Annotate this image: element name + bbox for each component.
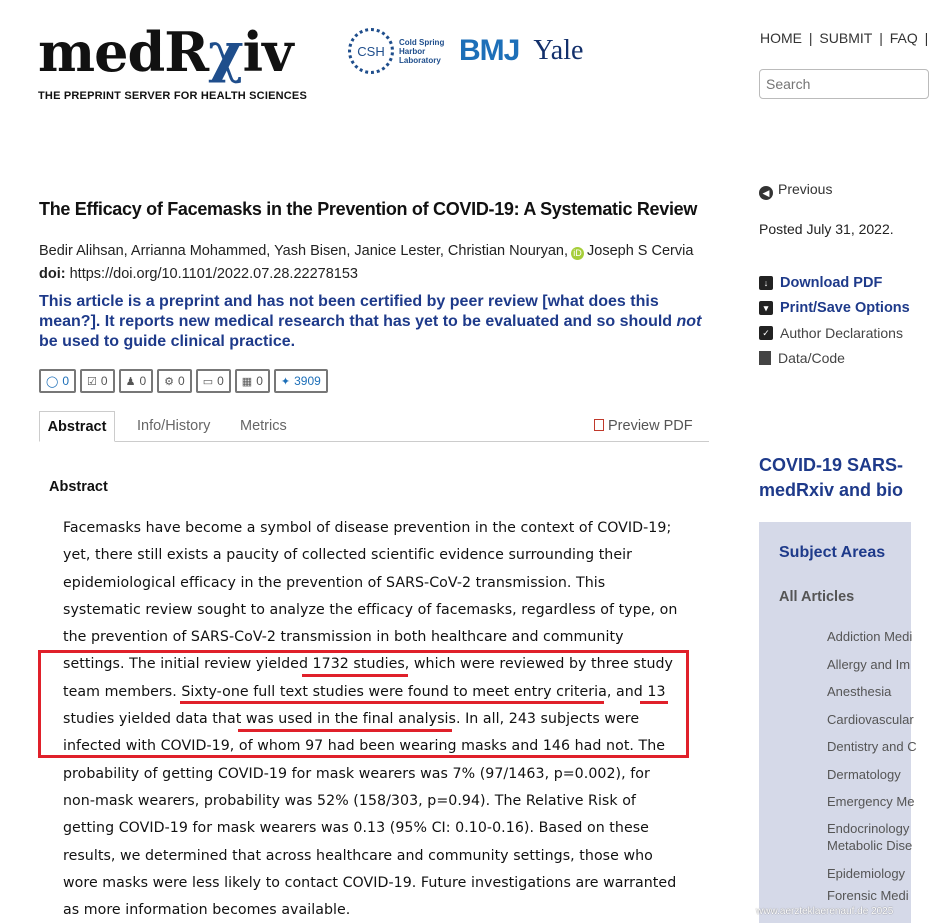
tab-metrics[interactable]: Metrics: [240, 418, 287, 434]
article-tabs: [39, 411, 709, 442]
subject-item[interactable]: Cardiovascular: [827, 712, 914, 727]
authors-text[interactable]: Bedir Alihsan, Arrianna Mohammed, Yash Bisen, Janice Lester, Christian Nouryan,: [39, 243, 568, 259]
twitter-badge[interactable]: ✦ 3909: [274, 369, 328, 393]
reviews-badge[interactable]: ☑ 0: [80, 369, 115, 393]
subject-item[interactable]: Addiction Medi: [827, 629, 913, 644]
doi-label: doi:: [39, 266, 66, 282]
twitter-icon: ✦: [280, 375, 291, 388]
csh-seal: CSH: [348, 28, 394, 74]
logo-tagline: THE PREPRINT SERVER FOR HEALTH SCIENCES: [38, 90, 307, 102]
check-icon: ☑: [87, 375, 97, 388]
document-icon: [759, 351, 771, 365]
nav-separator: |: [924, 30, 929, 46]
tab-info-history[interactable]: Info/History: [137, 418, 211, 434]
subject-areas-title: Subject Areas: [779, 544, 886, 561]
watermark: www.aerzteklaerenauf.de 2025: [756, 906, 894, 917]
subject-item[interactable]: Forensic Medi: [827, 888, 909, 903]
medrxiv-logo[interactable]: [38, 22, 307, 102]
arrow-left-icon: ◀: [759, 186, 773, 200]
highlight-box: [38, 650, 689, 758]
subject-item[interactable]: Metabolic Dise: [827, 838, 913, 853]
csh-logo[interactable]: [348, 28, 447, 74]
automated-badge[interactable]: ⚙ 0: [157, 369, 192, 393]
author-declarations-link[interactable]: ✓ Author Declarations: [759, 320, 910, 345]
doi-link[interactable]: https://doi.org/10.1101/2022.07.28.22278153: [69, 266, 358, 282]
pdf-icon: [594, 419, 604, 431]
subject-item[interactable]: Emergency Me: [827, 794, 915, 809]
download-icon: ↓: [759, 276, 773, 290]
abstract-heading: Abstract: [49, 479, 108, 495]
comment-icon: ◯: [46, 375, 59, 388]
abstract-text: Facemasks have become a symbol of disease prevention in the context of COVID-19; yet, there still exists a paucity of collected scientific evidence surrounding their epidemiological efficacy in the prevention of SARS-CoV-2 transmission. This systematic review sought to analyze the efficacy of facemasks, regardless of type, on the prevention of SARS-CoV-2 transmission in both healthcare and community settings. The initial review yielded 1732 studies, which were reviewed by three study team members. Sixty-one full text studies were found to meet entry criteria, and 13 studies yielded data that was used in the final analysis. In all, 243 subjects were infected with COVID-19, of whom 97 had been wearing masks and 146 had not. The probability of getting COVID-19 for mask wearers was 7% (97/1463, p=0.002), for non-mask wearers, probability was 52% (158/303, p=0.94). The Relative Risk of getting COVID-19 for mask wearers was 0.13 (95% CI: 0.10-0.16). Based on these results, we determined that across healthcare and community settings, those who wore masks were less likely to contact COVID-19. Future investigations are warranted as more information becomes available.: [63, 520, 678, 919]
nav-faq[interactable]: FAQ: [889, 30, 918, 46]
monitor-icon: ▭: [202, 375, 214, 388]
subject-item[interactable]: Dentistry and C: [827, 739, 917, 754]
download-pdf-link[interactable]: ↓ Download PDF: [759, 270, 910, 295]
subject-areas-panel: [759, 522, 917, 923]
caret-down-icon: ▾: [759, 301, 773, 315]
subject-item[interactable]: Anesthesia: [827, 684, 892, 699]
subject-item[interactable]: Epidemiology: [827, 866, 906, 881]
data-code-link[interactable]: Data/Code: [759, 345, 910, 370]
article-title: The Efficacy of Facemasks in the Prevention of COVID-19: A Systematic Review: [39, 199, 698, 219]
posted-date: Posted July 31, 2022.: [759, 221, 894, 237]
subject-item[interactable]: Allergy and Im: [827, 657, 911, 672]
logo-wordmark: medRχiv: [38, 20, 293, 84]
check-square-icon: ✓: [759, 326, 773, 340]
nav-separator: |: [808, 30, 813, 46]
all-articles-link[interactable]: All Articles: [779, 589, 855, 605]
highlight-underline: [238, 729, 452, 732]
media-badge[interactable]: ▦ 0: [235, 369, 270, 393]
highlight-underline: [302, 674, 408, 677]
covid-heading[interactable]: COVID-19 SARS- medRxiv and bio: [759, 455, 904, 500]
partner-logos: [348, 28, 583, 74]
doi-line: [39, 266, 358, 282]
gears-icon: ⚙: [164, 375, 174, 388]
highlight-underline: [180, 701, 604, 704]
nav-home[interactable]: HOME: [760, 30, 802, 46]
orcid-icon[interactable]: iD: [571, 247, 584, 260]
highlight-underline: [640, 701, 668, 704]
users-icon: ♟: [125, 375, 136, 388]
print-save-link[interactable]: ▾ Print/Save Options: [759, 295, 910, 320]
subject-item[interactable]: Endocrinology: [827, 821, 910, 836]
preview-pdf-link[interactable]: Preview PDF: [594, 411, 693, 442]
author-list: [39, 243, 693, 260]
comments-badge[interactable]: ◯ 0: [39, 369, 76, 393]
blogs-badge[interactable]: ▭ 0: [196, 369, 231, 393]
yale-logo[interactable]: Yale: [533, 35, 584, 66]
subject-item[interactable]: Dermatology: [827, 767, 901, 782]
search-input[interactable]: [759, 69, 929, 99]
article-tools: [759, 270, 910, 370]
bmj-logo[interactable]: BMJ: [459, 34, 520, 67]
community-badge[interactable]: ♟ 0: [119, 369, 154, 393]
tab-abstract[interactable]: Abstract: [39, 411, 115, 442]
nav-separator: |: [879, 30, 883, 46]
top-nav: [760, 30, 931, 46]
nav-submit[interactable]: SUBMIT: [819, 30, 873, 46]
preprint-notice: This article is a preprint and has not been certified by peer review [what does this mean?]. It reports new medical research that has yet to be evaluated and so should not be used to guide clinical practice.: [39, 293, 702, 350]
author-last[interactable]: Joseph S Cervia: [587, 243, 694, 259]
film-icon: ▦: [241, 375, 253, 388]
previous-link[interactable]: ◀ Previous: [759, 181, 832, 200]
csh-name: Cold Spring Harbor Laboratory: [399, 37, 445, 65]
metrics-badges: [39, 369, 332, 393]
subject-list: [827, 628, 917, 904]
